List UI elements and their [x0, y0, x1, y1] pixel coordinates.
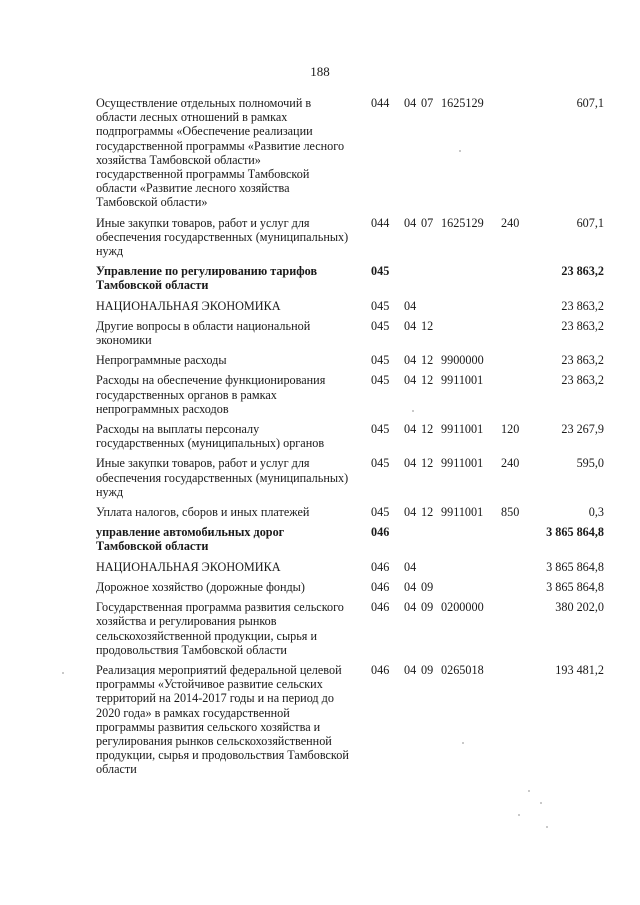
row-amount: 595,0	[576, 456, 604, 471]
row-name: НАЦИОНАЛЬНАЯ ЭКОНОМИКА	[96, 298, 281, 313]
ministry-code: 046	[371, 559, 390, 574]
table-row	[96, 505, 606, 519]
row-name: Государственная программа развития сельского хозяйства и регулирования рынков сельскохозяйственной продукции, сырья и продовольствия Тамбовской области	[96, 600, 344, 657]
section-code: 04	[404, 579, 417, 594]
section-code: 04	[404, 298, 417, 313]
subsection-code: 12	[421, 353, 434, 368]
scan-speck	[546, 826, 548, 828]
table-row	[96, 353, 606, 367]
row-amount: 3 865 864,8	[546, 579, 604, 594]
scan-speck	[62, 672, 64, 674]
row-name: Осуществление отдельных полномочий в области лесных отношений в рамках подпрограммы «Обеспечение реализации государственной программы «Развитие лесного хозяйства Тамбовской области» государственной программы Тамбовской области «Развитие лесного хозяйства Тамбовской области»	[96, 96, 345, 210]
ministry-code: 044	[371, 96, 390, 110]
table-row	[96, 264, 606, 292]
page-number: 188	[310, 64, 330, 79]
row-amount: 0,3	[588, 505, 604, 520]
scan-speck	[518, 814, 520, 816]
scan-speck	[459, 150, 461, 152]
table-row	[96, 96, 606, 210]
target-article-code: 9900000	[441, 353, 484, 368]
row-amount: 23 267,9	[561, 422, 604, 437]
section-code: 04	[404, 96, 417, 110]
section-code: 04	[404, 456, 417, 471]
row-name: Иные закупки товаров, работ и услуг для обеспечения государственных (муниципальных) нужд	[96, 215, 349, 259]
subsection-code: 12	[421, 318, 434, 333]
table-row	[96, 580, 606, 594]
row-amount: 380 202,0	[555, 600, 604, 615]
ministry-code: 046	[371, 600, 390, 615]
target-article-code: 9911001	[441, 505, 484, 520]
target-article-code: 9911001	[441, 456, 484, 471]
row-amount: 23 863,2	[561, 318, 604, 333]
scan-speck	[540, 802, 542, 804]
ministry-code: 045	[371, 456, 390, 471]
row-name: НАЦИОНАЛЬНАЯ ЭКОНОМИКА	[96, 559, 281, 574]
row-amount: 193 481,2	[555, 662, 604, 677]
ministry-code: 044	[371, 215, 390, 230]
ministry-code: 046	[371, 525, 390, 540]
section-code: 04	[404, 373, 417, 388]
subsection-code: 12	[421, 456, 434, 471]
subsection-code: 09	[421, 579, 434, 594]
section-code: 04	[404, 353, 417, 368]
subsection-code: 09	[421, 600, 434, 615]
target-article-code: 9911001	[441, 422, 484, 437]
budget-table	[96, 96, 606, 783]
subsection-code: 12	[421, 505, 434, 520]
table-row	[96, 560, 606, 574]
expense-type-code: 850	[501, 505, 520, 520]
row-amount: 3 865 864,8	[546, 559, 604, 574]
row-name: Управление по регулированию тарифов Тамбовской области	[96, 264, 318, 293]
section-code: 04	[404, 505, 417, 520]
target-article-code: 0200000	[441, 600, 484, 615]
target-article-code: 1625129	[441, 215, 484, 230]
row-name: Другие вопросы в области национальной экономики	[96, 318, 311, 348]
row-name: Расходы на обеспечение функционирования государственных органов в рамках непрограммных расходов	[96, 373, 326, 416]
row-amount: 23 863,2	[561, 298, 604, 313]
row-amount: 607,1	[576, 215, 604, 230]
row-name: Уплата налогов, сборов и иных платежей	[96, 505, 310, 520]
ministry-code: 046	[371, 662, 390, 677]
row-name: Реализация мероприятий федеральной целевой программы «Устойчивое развитие сельских территорий на 2014-2017 годы и на период до 2020 года» в рамках государственной программы развития сельского хозяйства и регулирования рынков сельскохозяйственной продукции, сырья и продовольствия Тамбовской области	[96, 662, 349, 777]
row-name: Иные закупки товаров, работ и услуг для обеспечения государственных (муниципальных) нужд	[96, 456, 349, 499]
subsection-code: 12	[421, 422, 434, 437]
scan-speck	[412, 410, 414, 412]
target-article-code: 1625129	[441, 96, 484, 110]
table-row	[96, 319, 606, 347]
section-code: 04	[404, 215, 417, 230]
section-code: 04	[404, 662, 417, 677]
scan-speck	[462, 742, 464, 744]
row-name: Расходы на выплаты персоналу государственных (муниципальных) органов	[96, 422, 325, 451]
row-amount: 23 863,2	[561, 264, 604, 279]
subsection-code: 09	[421, 662, 434, 677]
subsection-code: 12	[421, 373, 434, 388]
section-code: 04	[404, 318, 417, 333]
ministry-code: 045	[371, 505, 390, 520]
ministry-code: 045	[371, 353, 390, 368]
expense-type-code: 240	[501, 215, 520, 230]
row-amount: 23 863,2	[561, 373, 604, 388]
subsection-code: 07	[421, 96, 434, 110]
table-row	[96, 600, 606, 657]
row-name: Непрограммные расходы	[96, 353, 227, 368]
table-row	[96, 525, 606, 553]
row-amount: 3 865 864,8	[546, 525, 604, 540]
scan-speck	[528, 790, 530, 792]
ministry-code: 046	[371, 579, 390, 594]
table-row	[96, 456, 606, 499]
subsection-code: 07	[421, 215, 434, 230]
row-amount: 607,1	[576, 96, 604, 110]
row-amount: 23 863,2	[561, 353, 604, 368]
target-article-code: 0265018	[441, 662, 484, 677]
section-code: 04	[404, 559, 417, 574]
section-code: 04	[404, 600, 417, 615]
ministry-code: 045	[371, 422, 390, 437]
target-article-code: 9911001	[441, 373, 484, 388]
ministry-code: 045	[371, 373, 390, 388]
table-row	[96, 299, 606, 313]
expense-type-code: 240	[501, 456, 520, 471]
table-row	[96, 663, 606, 777]
table-row	[96, 422, 606, 450]
ministry-code: 045	[371, 298, 390, 313]
expense-type-code: 120	[501, 422, 520, 437]
row-name: управление автомобильных дорог Тамбовской области	[96, 525, 285, 554]
section-code: 04	[404, 422, 417, 437]
table-row	[96, 373, 606, 416]
ministry-code: 045	[371, 264, 390, 279]
ministry-code: 045	[371, 318, 390, 333]
table-row	[96, 216, 606, 259]
row-name: Дорожное хозяйство (дорожные фонды)	[96, 579, 305, 594]
